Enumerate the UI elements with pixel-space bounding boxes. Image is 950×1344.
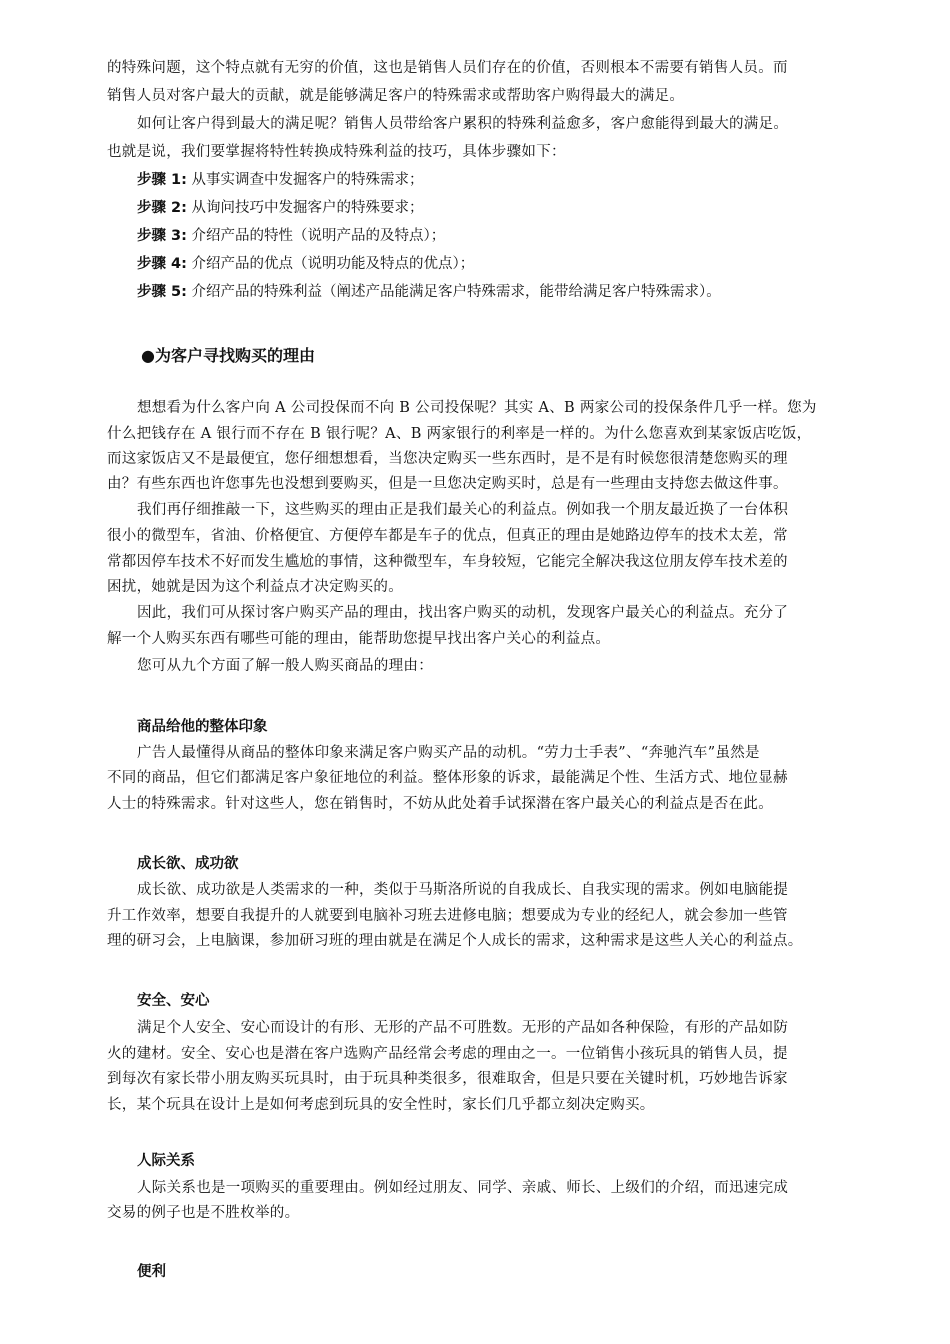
subsection-title: 人际关系 xyxy=(137,1153,195,1169)
subsection-title: 商品给他的整体印象 xyxy=(137,719,268,735)
step-label: 步骤 5: xyxy=(137,284,187,300)
paragraph-line: 广告人最懂得从商品的整体印象来满足客户购买产品的动机。“劳力士手表”、“奔驰汽车”虽然是 xyxy=(137,745,760,761)
paragraph-line: 我们再仔细推敲一下，这些购买的理由正是我们最关心的利益点。例如我一个朋友最近换了一台体积 xyxy=(137,502,789,518)
step-label: 步骤 1: xyxy=(137,172,187,188)
paragraph-line: 因此，我们可从探讨客户购买产品的理由，找出客户购买的动机，发现客户最关心的利益点。充分了 xyxy=(137,605,789,621)
paragraph-line: 火的建材。安全、安心也是潜在客户选购产品经常会考虑的理由之一。一位销售小孩玩具的销售人员，提 xyxy=(107,1046,788,1062)
paragraph-line: 升工作效率，想要自我提升的人就要到电脑补习班去进修电脑；想要成为专业的经纪人，就会参加一些管 xyxy=(107,908,788,924)
paragraph-line: 常都因停车技术不好而发生尴尬的事情，这种微型车，车身较短，它能完全解决我这位朋友停车技术差的 xyxy=(107,554,788,570)
paragraph-line: 人士的特殊需求。针对这些人，您在销售时，不妨从此处着手试探潜在客户最关心的利益点是否在此。 xyxy=(107,796,773,812)
paragraph-line: 长，某个玩具在设计上是如何考虑到玩具的安全性时，家长们几乎都立刻决定购买。 xyxy=(107,1097,655,1113)
step-label: 步骤 4: xyxy=(137,256,187,272)
paragraph-line: 困扰，她就是因为这个利益点才决定购买的。 xyxy=(107,579,403,595)
paragraph-line: 您可从九个方面了解一般人购买商品的理由： xyxy=(137,658,433,674)
paragraph-line: 如何让客户得到最大的满足呢？销售人员带给客户累积的特殊利益愈多，客户愈能得到最大的满足。 xyxy=(137,116,789,132)
paragraph-line: 由？有些东西也许您事先也没想到要购买，但是一旦您决定购买时，总是有一些理由支持您去做这件事。 xyxy=(107,476,788,492)
paragraph-line: 成长欲、成功欲是人类需求的一种，类似于马斯洛所说的自我成长、自我实现的需求。例如电脑能提 xyxy=(137,882,789,898)
step-label: 步骤 3: xyxy=(137,228,187,244)
step-text: 介绍产品的特殊利益（阐述产品能满足客户特殊需求，能带给满足客户特殊需求）。 xyxy=(186,284,721,300)
step-text: 从事实调查中发掘客户的特殊需求； xyxy=(186,172,424,188)
step-text: 从询问技巧中发掘客户的特殊要求； xyxy=(186,200,424,216)
step-text: 介绍产品的优点（说明功能及特点的优点）； xyxy=(186,256,475,272)
paragraph-line: 想想看为什么客户向 A 公司投保而不向 B 公司投保呢？其实 A、B 两家公司的投保条件几乎一样。您为 xyxy=(137,400,817,416)
subsection-title: 成长欲、成功欲 xyxy=(137,856,239,872)
step-label: 步骤 2: xyxy=(137,200,187,216)
section-heading: ●为客户寻找购买的理由 xyxy=(141,346,315,365)
paragraph-line: 销售人员对客户最大的贡献，就是能够满足客户的特殊需求或帮助客户购得最大的满足。 xyxy=(107,88,685,104)
step-item xyxy=(137,282,721,302)
paragraph-line: 人际关系也是一项购买的重要理由。例如经过朋友、同学、亲戚、师长、上级们的介绍，而迅速完成 xyxy=(137,1180,789,1196)
paragraph-line: 不同的商品，但它们都满足客户象征地位的利益。整体形象的诉求，最能满足个性、生活方式、地位显赫 xyxy=(107,770,788,786)
subsection-title: 安全、安心 xyxy=(137,993,210,1009)
step-item xyxy=(137,170,424,190)
paragraph-line: 满足个人安全、安心而设计的有形、无形的产品不可胜数。无形的产品如各种保险，有形的产品如防 xyxy=(137,1020,789,1036)
paragraph-line: 的特殊问题，这个特点就有无穷的价值，这也是销售人员们存在的价值，否则根本不需要有销售人员。而 xyxy=(107,60,788,76)
paragraph-line: 交易的例子也是不胜枚举的。 xyxy=(107,1205,300,1221)
step-item xyxy=(137,254,474,274)
paragraph-line: 什么把钱存在 A 银行而不存在 B 银行呢？A、B 两家银行的利率是一样的。为什么您喜欢到某家饭店吃饭， xyxy=(107,426,812,442)
paragraph-line: 很小的微型车，省油、价格便宜、方便停车都是车子的优点，但真正的理由是她路边停车的技术太差，常 xyxy=(107,528,788,544)
paragraph-line: 理的研习会，上电脑课，参加研习班的理由就是在满足个人成长的需求，这种需求是这些人关心的利益点。 xyxy=(107,933,803,949)
step-text: 介绍产品的特性（说明产品的及特点）； xyxy=(186,228,446,244)
paragraph-line: 而这家饭店又不是最便宜，您仔细想想看，当您决定购买一些东西时，是不是有时候您很清楚您购买的理 xyxy=(107,451,788,467)
step-item xyxy=(137,226,445,246)
step-item xyxy=(137,198,424,218)
paragraph-line: 也就是说，我们要掌握将特性转换成特殊利益的技巧，具体步骤如下： xyxy=(107,144,566,160)
subsection-title: 便利 xyxy=(137,1264,166,1280)
paragraph-line: 解一个人购买东西有哪些可能的理由，能帮助您提早找出客户关心的利益点。 xyxy=(107,631,611,647)
paragraph-line: 到每次有家长带小朋友购买玩具时，由于玩具种类很多，很难取舍，但是只要在关键时机，巧妙地告诉家 xyxy=(107,1071,788,1087)
